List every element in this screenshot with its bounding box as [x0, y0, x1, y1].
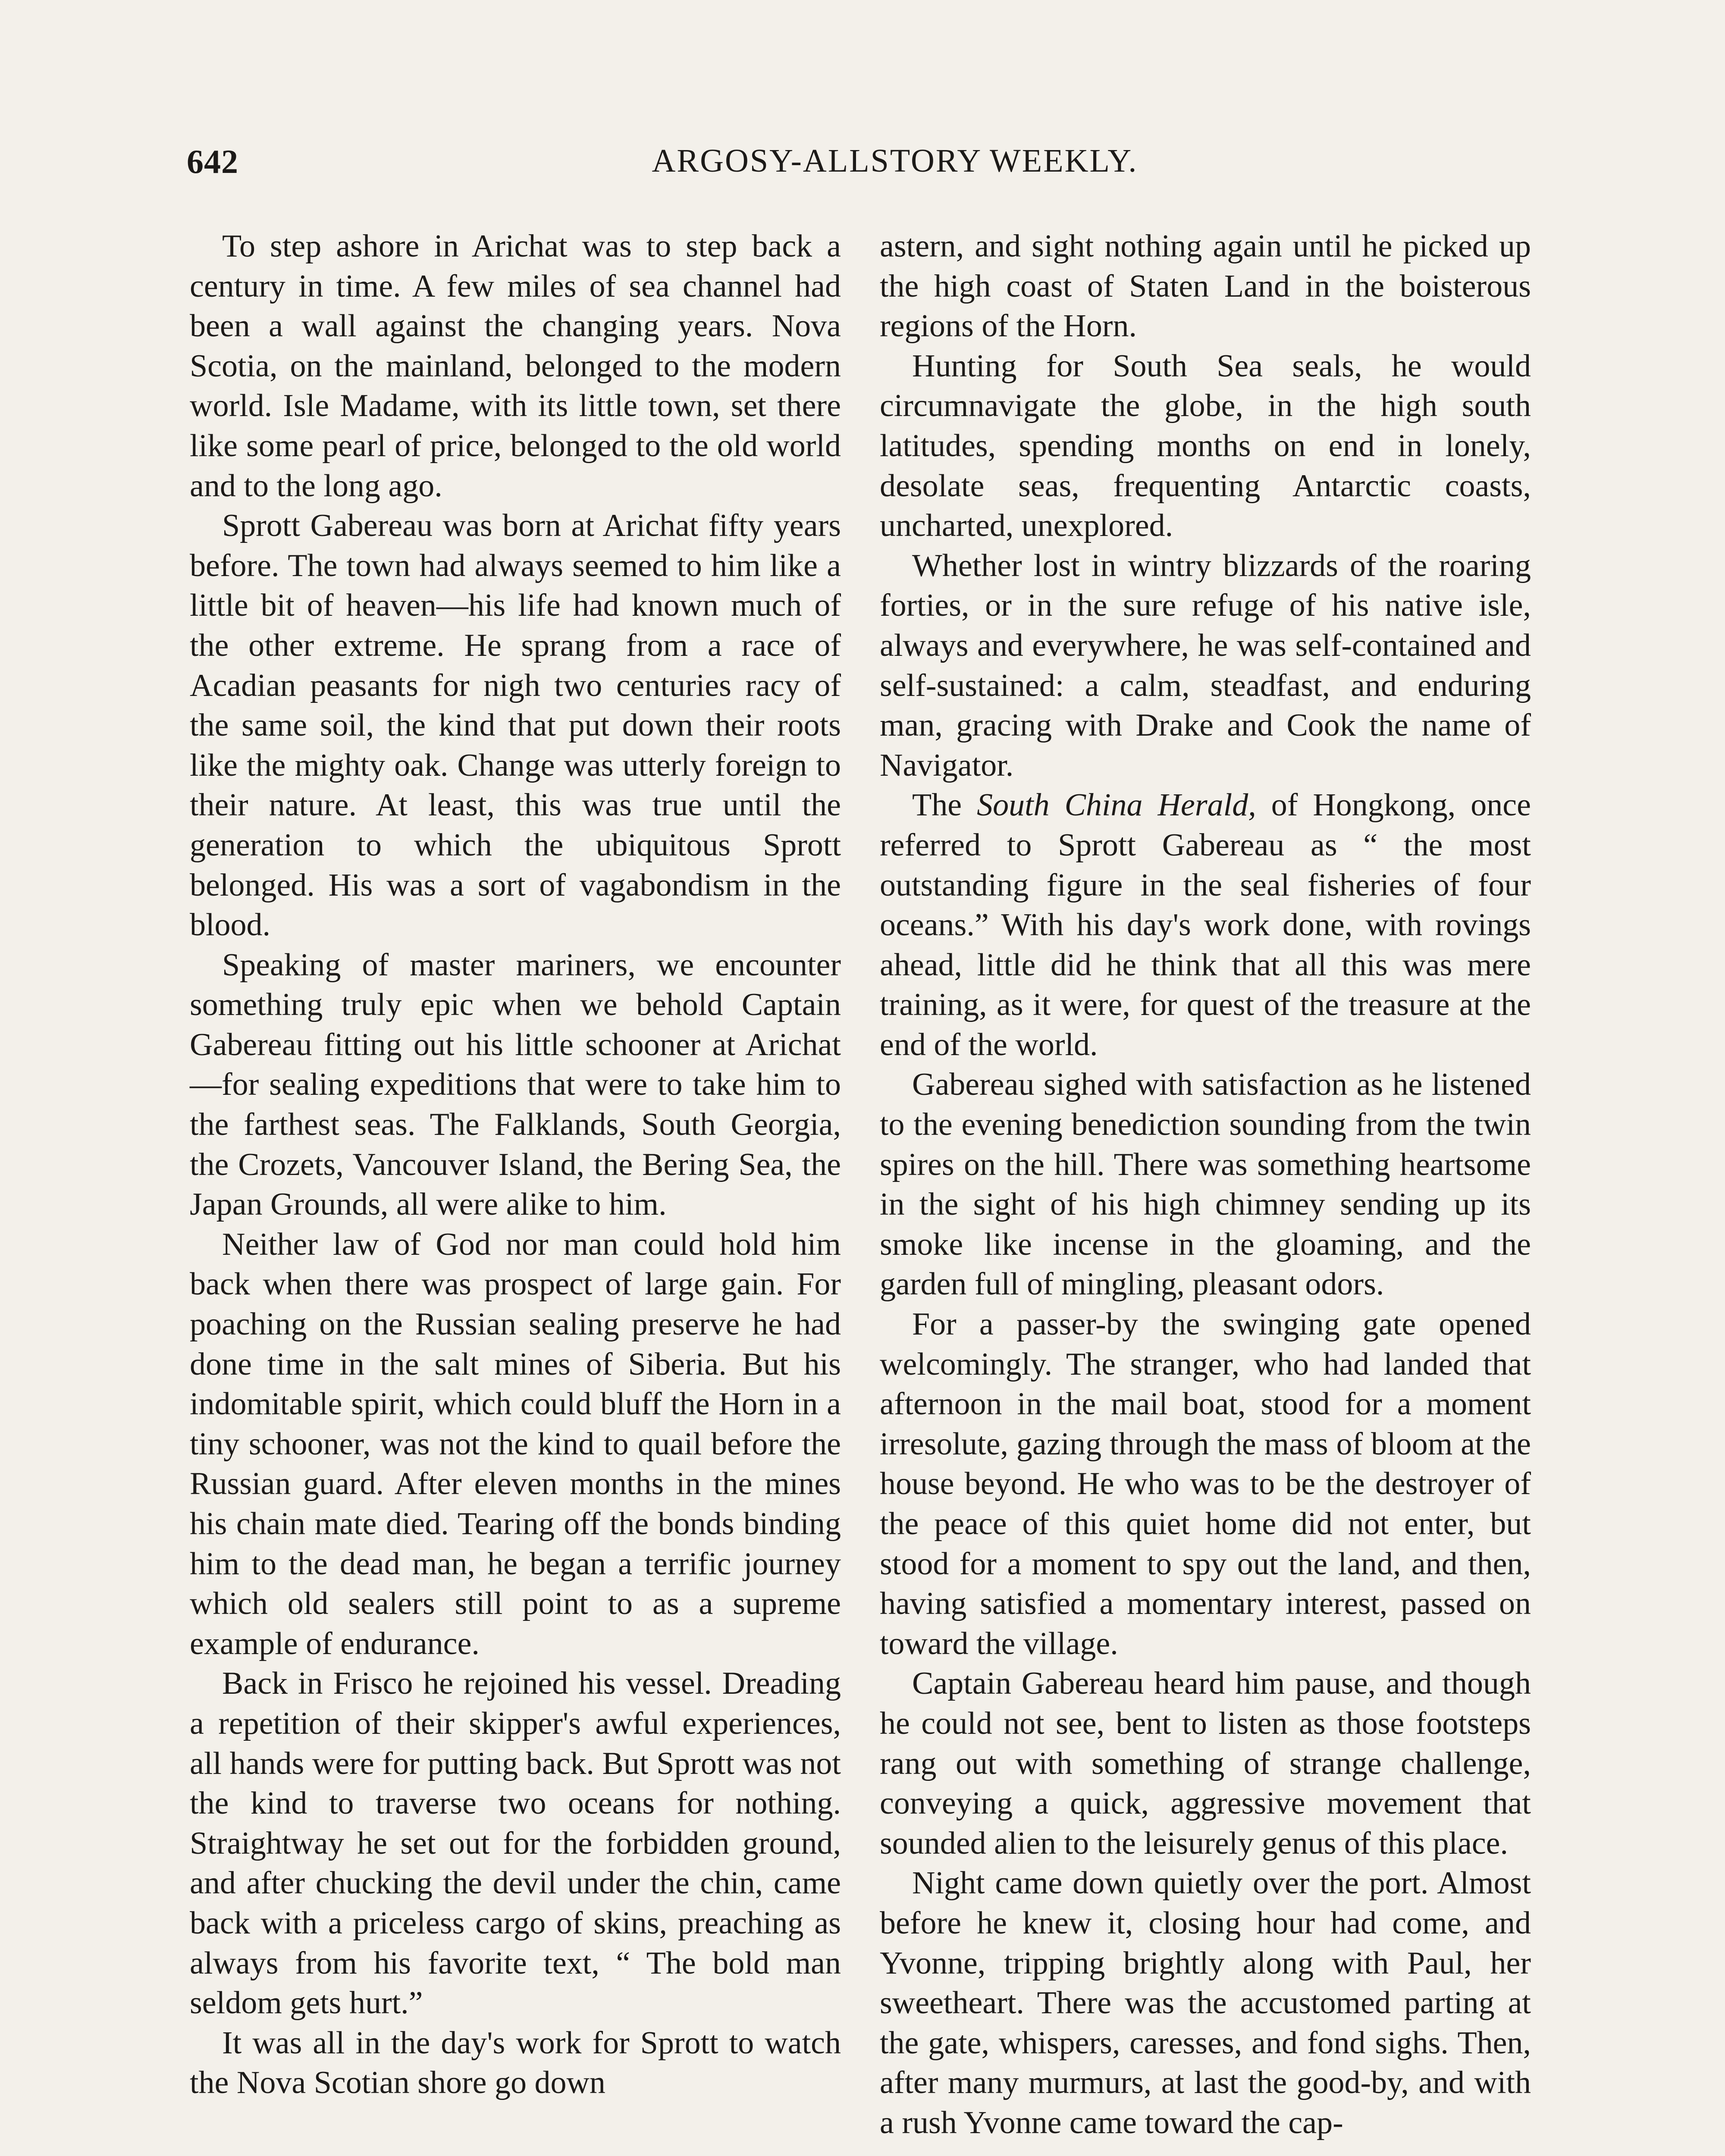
- paragraph: Back in Frisco he rejoined his vessel. Dreading a repetition of their skipper's awful experiences, all hands were for putting back. But Sprott was not the kind to traverse two oceans for nothing. Straightway he set out for the forbidden ground, and after chucking the devil under the chin, came back with a priceless cargo of skins, preaching as always from his favorite text, “ The bold man seldom gets hurt.”: [190, 1666, 841, 2021]
- paragraph-text: of Hongkong, once referred to Sprott Gabereau as “ the most outstanding figure in the seal fisheries of four oceans.” With his day's work done, with rovings ahead, little did he think that all this was mere training, as it were, for quest of the treasure at the end of the world.: [880, 787, 1531, 1062]
- newspaper-title: South China Herald,: [977, 787, 1256, 823]
- right-column: [880, 226, 1531, 2143]
- paragraph: To step ashore in Arichat was to step back a century in time. A few miles of sea channel had been a wall against the changing years. Nova Scotia, on the mainland, belonged to the modern world. Isle Madame, with its little town, set there like some pearl of price, belonged to the old world and to the long ago.: [190, 229, 841, 504]
- running-title: ARGOSY-ALLSTORY WEEKLY.: [652, 143, 1138, 179]
- paragraph: Captain Gabereau heard him pause, and though he could not see, bent to listen as those footsteps rang out with something of strange challenge, conveying a quick, aggressive movement that sounded alien to the leisurely genus of this place.: [880, 1666, 1531, 1861]
- paragraph: Gabereau sighed with satisfaction as he listened to the evening benediction sounding from the twin spires on the hill. There was something heartsome in the sight of his high chimney sending up its smoke like incense in the gloaming, and the garden full of mingling, pleasant odors.: [880, 1067, 1531, 1302]
- paragraph: Neither law of God nor man could hold him back when there was prospect of large gain. For poaching on the Russian sealing preserve he had done time in the salt mines of Siberia. But his indomitable spirit, which could bluff the Horn in a tiny schooner, was not the kind to quail before the Russian guard. After eleven months in the mines his chain mate died. Tearing off the bonds binding him to the dead man, he began a terrific journey which old sealers still point to as a supreme example of endurance.: [190, 1226, 841, 1661]
- paragraph: Speaking of master mariners, we encounter something truly epic when we behold Captain Gabereau fitting out his little schooner at Arichat—for sealing expeditions that were to take him to the farthest seas. The Falklands, South Georgia, the Crozets, Vancouver Island, the Bering Sea, the Japan Grounds, all were alike to him.: [190, 947, 841, 1222]
- left-column: [190, 226, 841, 2103]
- paragraph: Whether lost in wintry blizzards of the roaring forties, or in the sure refuge of his native isle, always and everywhere, he was self-contained and self-sustained: a calm, steadfast, and enduring man, gracing with Drake and Cook the name of Navigator.: [880, 548, 1531, 783]
- paragraph-text: The: [912, 787, 977, 823]
- paragraph: Night came down quietly over the port. Almost before he knew it, closing hour had come, and Yvonne, tripping brightly along with Paul, her sweetheart. There was the accustomed parting at the gate, whispers, caresses, and fond sighs. Then, after many murmurs, at last the good-by, and with a rush Yvonne came toward the cap-: [880, 1865, 1531, 2140]
- page-number: 642: [187, 143, 238, 180]
- paragraph: [880, 785, 1531, 1065]
- paragraph: Hunting for South Sea seals, he would circumnavigate the globe, in the high south latitudes, spending months on end in lonely, desolate seas, frequenting Antarctic coasts, uncharted, unexplored.: [880, 348, 1531, 544]
- paragraph-continued: astern, and sight nothing again until he picked up the high coast of Staten Land in the boisterous regions of the Horn.: [880, 229, 1531, 344]
- paragraph: Sprott Gabereau was born at Arichat fifty years before. The town had always seemed to him like a little bit of heaven—his life had known much of the other extreme. He sprang from a race of Acadian peasants for nigh two centuries racy of the same soil, the kind that put down their roots like the mighty oak. Change was utterly foreign to their nature. At least, this was true until the generation to which the ubiquitous Sprott belonged. His was a sort of vagabondism in the blood.: [190, 508, 841, 943]
- paragraph: It was all in the day's work for Sprott to watch the Nova Scotian shore go down: [190, 2025, 841, 2101]
- paragraph: For a passer-by the swinging gate opened welcomingly. The stranger, who had landed that afternoon in the mail boat, stood for a moment irresolute, gazing through the mass of bloom at the house beyond. He who was to be the destroyer of the peace of this quiet home did not enter, but stood for a moment to spy out the land, and then, having satisfied a momentary interest, passed on toward the village.: [880, 1307, 1531, 1661]
